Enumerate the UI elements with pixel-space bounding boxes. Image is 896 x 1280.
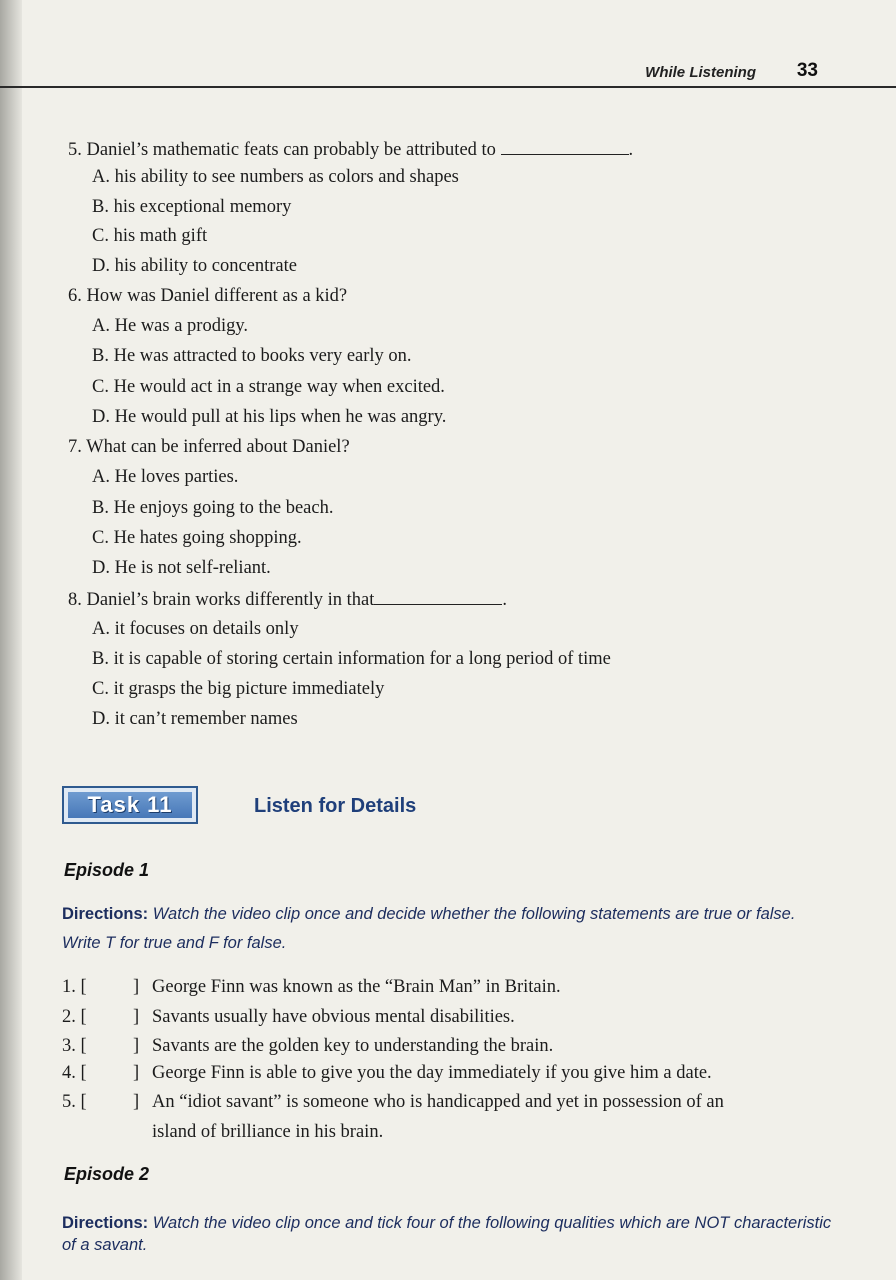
- statement-3-text: Savants are the golden key to understanding the brain.: [152, 1036, 554, 1056]
- question-5: 5. Daniel’s mathematic feats can probably be attributed to .: [68, 140, 634, 160]
- q6-option-a[interactable]: A. He was a prodigy.: [92, 316, 249, 336]
- statement-5-text-continued: island of brilliance in his brain.: [152, 1122, 384, 1142]
- q5-option-d[interactable]: D. his ability to concentrate: [92, 256, 297, 276]
- page-number: 33: [796, 60, 818, 81]
- statement-3-bracket[interactable]: ]: [133, 1036, 140, 1056]
- statement-3-number: 3. [: [62, 1036, 87, 1056]
- statement-1-number: 1. [: [62, 977, 87, 997]
- statement-5-number: 5. [: [62, 1092, 87, 1112]
- episode-2-directions: Directions: Watch the video clip once and tick four of the following qualities which are NOT characteristic of a savant.: [62, 1214, 832, 1254]
- statement-4-number: 4. [: [62, 1063, 87, 1083]
- q7-option-b[interactable]: B. He enjoys going to the beach.: [92, 498, 334, 518]
- q7-option-a[interactable]: A. He loves parties.: [92, 467, 239, 487]
- q6-option-c[interactable]: C. He would act in a strange way when excited.: [92, 377, 445, 397]
- episode-2-title: Episode 2: [64, 1164, 150, 1184]
- section-title: While Listening: [645, 64, 756, 81]
- statement-4-text: George Finn is able to give you the day immediately if you give him a date.: [152, 1063, 712, 1083]
- q6-option-d[interactable]: D. He would pull at his lips when he was angry.: [92, 407, 447, 427]
- statement-2-number: 2. [: [62, 1007, 87, 1027]
- statement-1-bracket[interactable]: ]: [133, 977, 140, 997]
- answer-blank[interactable]: [374, 588, 502, 605]
- statement-5-bracket[interactable]: ]: [133, 1092, 140, 1112]
- q5-option-c[interactable]: C. his math gift: [92, 226, 208, 246]
- question-6: 6. How was Daniel different as a kid?: [68, 286, 348, 306]
- header-rule: [0, 86, 896, 88]
- episode-1-title: Episode 1: [64, 860, 150, 880]
- q8-option-d[interactable]: D. it can’t remember names: [92, 709, 298, 729]
- task-badge: Task 11: [62, 786, 198, 824]
- statement-5-text: An “idiot savant” is someone who is handicapped and yet in possession of an: [152, 1092, 724, 1112]
- page-binding-shadow: [0, 0, 22, 1280]
- statement-4-bracket[interactable]: ]: [133, 1063, 140, 1083]
- q7-option-c[interactable]: C. He hates going shopping.: [92, 528, 302, 548]
- question-8: 8. Daniel’s brain works differently in that .: [68, 590, 508, 610]
- q5-option-a[interactable]: A. his ability to see numbers as colors and shapes: [92, 167, 459, 187]
- task-title: Listen for Details: [254, 795, 417, 817]
- q7-option-d[interactable]: D. He is not self-reliant.: [92, 558, 271, 578]
- q8-option-b[interactable]: B. it is capable of storing certain information for a long period of time: [92, 649, 611, 669]
- q8-option-a[interactable]: A. it focuses on details only: [92, 619, 299, 639]
- question-7: 7. What can be inferred about Daniel?: [68, 437, 350, 457]
- episode-1-directions: Directions: Watch the video clip once and decide whether the following statements are true or false. Write T for true and F for false.: [62, 905, 796, 952]
- statement-2-text: Savants usually have obvious mental disabilities.: [152, 1007, 515, 1027]
- q6-option-b[interactable]: B. He was attracted to books very early on.: [92, 346, 412, 366]
- q8-option-c[interactable]: C. it grasps the big picture immediately: [92, 679, 385, 699]
- answer-blank[interactable]: [501, 138, 629, 155]
- statement-2-bracket[interactable]: ]: [133, 1007, 140, 1027]
- q5-option-b[interactable]: B. his exceptional memory: [92, 197, 292, 217]
- statement-1-text: George Finn was known as the “Brain Man” in Britain.: [152, 977, 561, 997]
